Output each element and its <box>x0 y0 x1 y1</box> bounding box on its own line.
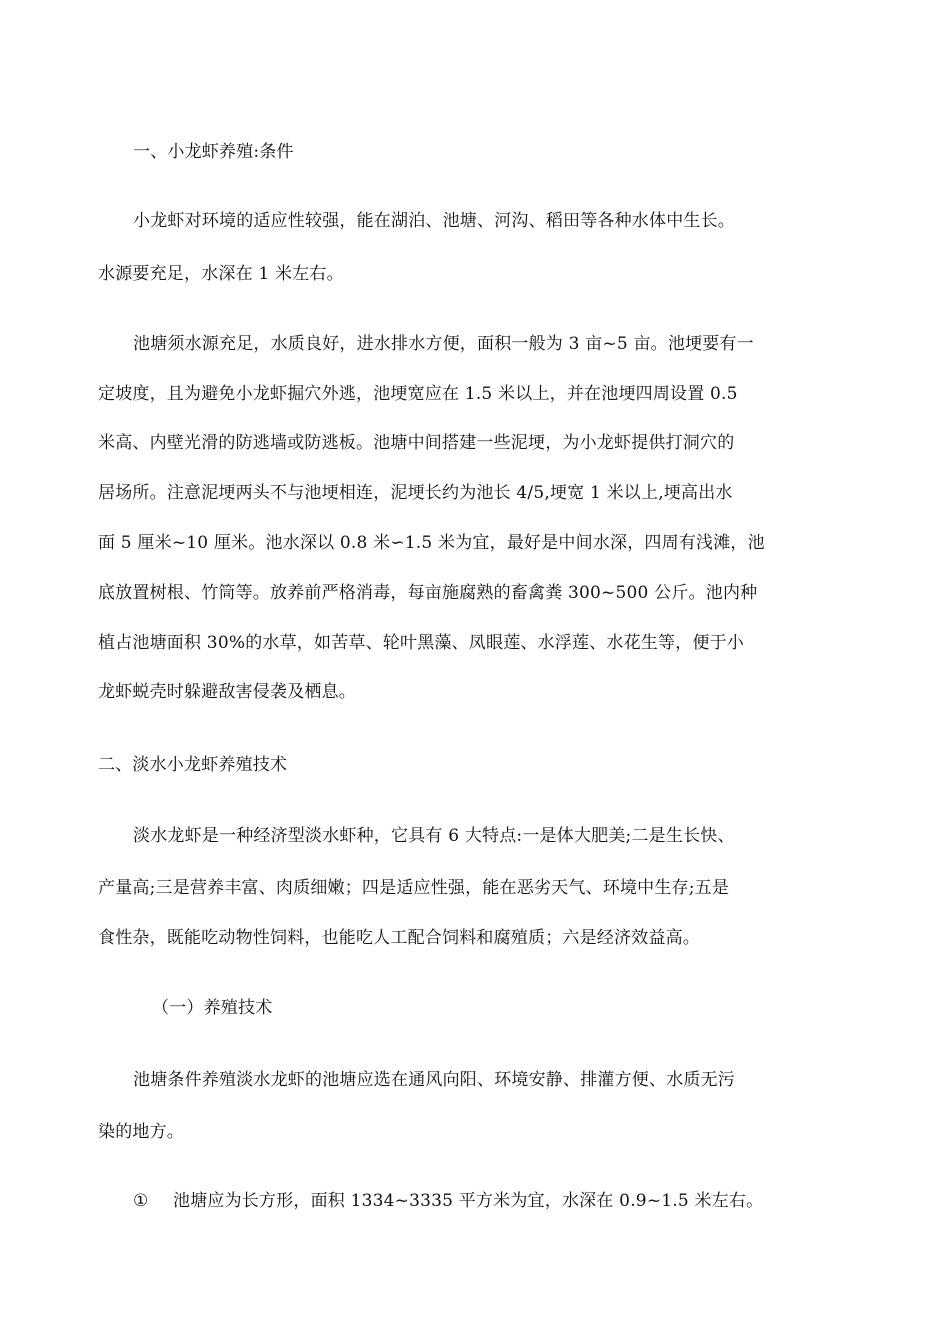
section1-para1-line2: 水源要充足，水深在 1 米左右。 <box>98 264 344 284</box>
section2-para1-line3: 食性杂，既能吃动物性饲料，也能吃人工配合饲料和腐殖质；六是经济效益高。 <box>98 928 700 948</box>
list-item-text: 池塘应为长方形，面积 1334~3335 平方米为宜，水深在 0.9~1.5 米左右。 <box>173 1191 764 1211</box>
section1-para2-line8: 龙虾蜕壳时躲避敌害侵袭及栖息。 <box>98 682 356 702</box>
section1-para2-line2: 定坡度，且为避免小龙虾掘穴外逃，池埂宽应在 1.5 米以上，并在池埂四周设置 0.5 <box>98 384 738 404</box>
section1-para2-line4: 居场所。注意泥埂两头不与池埂相连，泥埂长约为池长 4/5,埂宽 1 米以上,埂高出水 <box>98 483 733 503</box>
section1-heading: 一、小龙虾养殖:条件 <box>133 142 294 162</box>
section2-list-item-1 <box>133 1189 893 1213</box>
section2-para2-line1: 池塘条件养殖淡水龙虾的池塘应选在通风向阳、环境安静、排灌方便、水质无污 <box>133 1070 735 1090</box>
section1-para2-line6: 底放置树根、竹筒等。放养前严格消毒，每亩施腐熟的畜禽粪 300~500 公斤。池内种 <box>98 583 758 603</box>
section2-para2-line2: 染的地方。 <box>98 1122 184 1142</box>
section1-para1-line1: 小龙虾对环境的适应性较强，能在湖泊、池塘、河沟、稻田等各种水体中生长。 <box>133 211 735 231</box>
section1-para2-line3: 米高、内壁光滑的防逃墙或防逃板。池塘中间搭建一些泥埂，为小龙虾提供打洞穴的 <box>98 433 735 453</box>
section1-para2-line1: 池塘须水源充足，水质良好，进水排水方便，面积一般为 3 亩~5 亩。池埂要有一 <box>133 334 754 354</box>
section2-heading: 二、淡水小龙虾养殖技术 <box>98 755 288 775</box>
section2-subheading: （一）养殖技术 <box>152 998 273 1018</box>
section2-para1-line1: 淡水龙虾是一种经济型淡水虾种，它具有 6 大特点:一是体大肥美;二是生长快、 <box>133 826 735 846</box>
section2-para1-line2: 产量高;三是营养丰富、肉质细嫩；四是适应性强，能在恶劣天气、环境中生存;五是 <box>98 878 730 898</box>
list-marker: ① <box>133 1191 149 1211</box>
section1-para2-line5: 面 5 厘米~10 厘米。池水深以 0.8 米∽1.5 米为宜，最好是中间水深，四周有浅滩，池 <box>98 533 765 553</box>
section1-para2-line7: 植占池塘面积 30%的水草，如苦草、轮叶黑藻、凤眼莲、水浮莲、水花生等，便于小 <box>98 633 744 653</box>
